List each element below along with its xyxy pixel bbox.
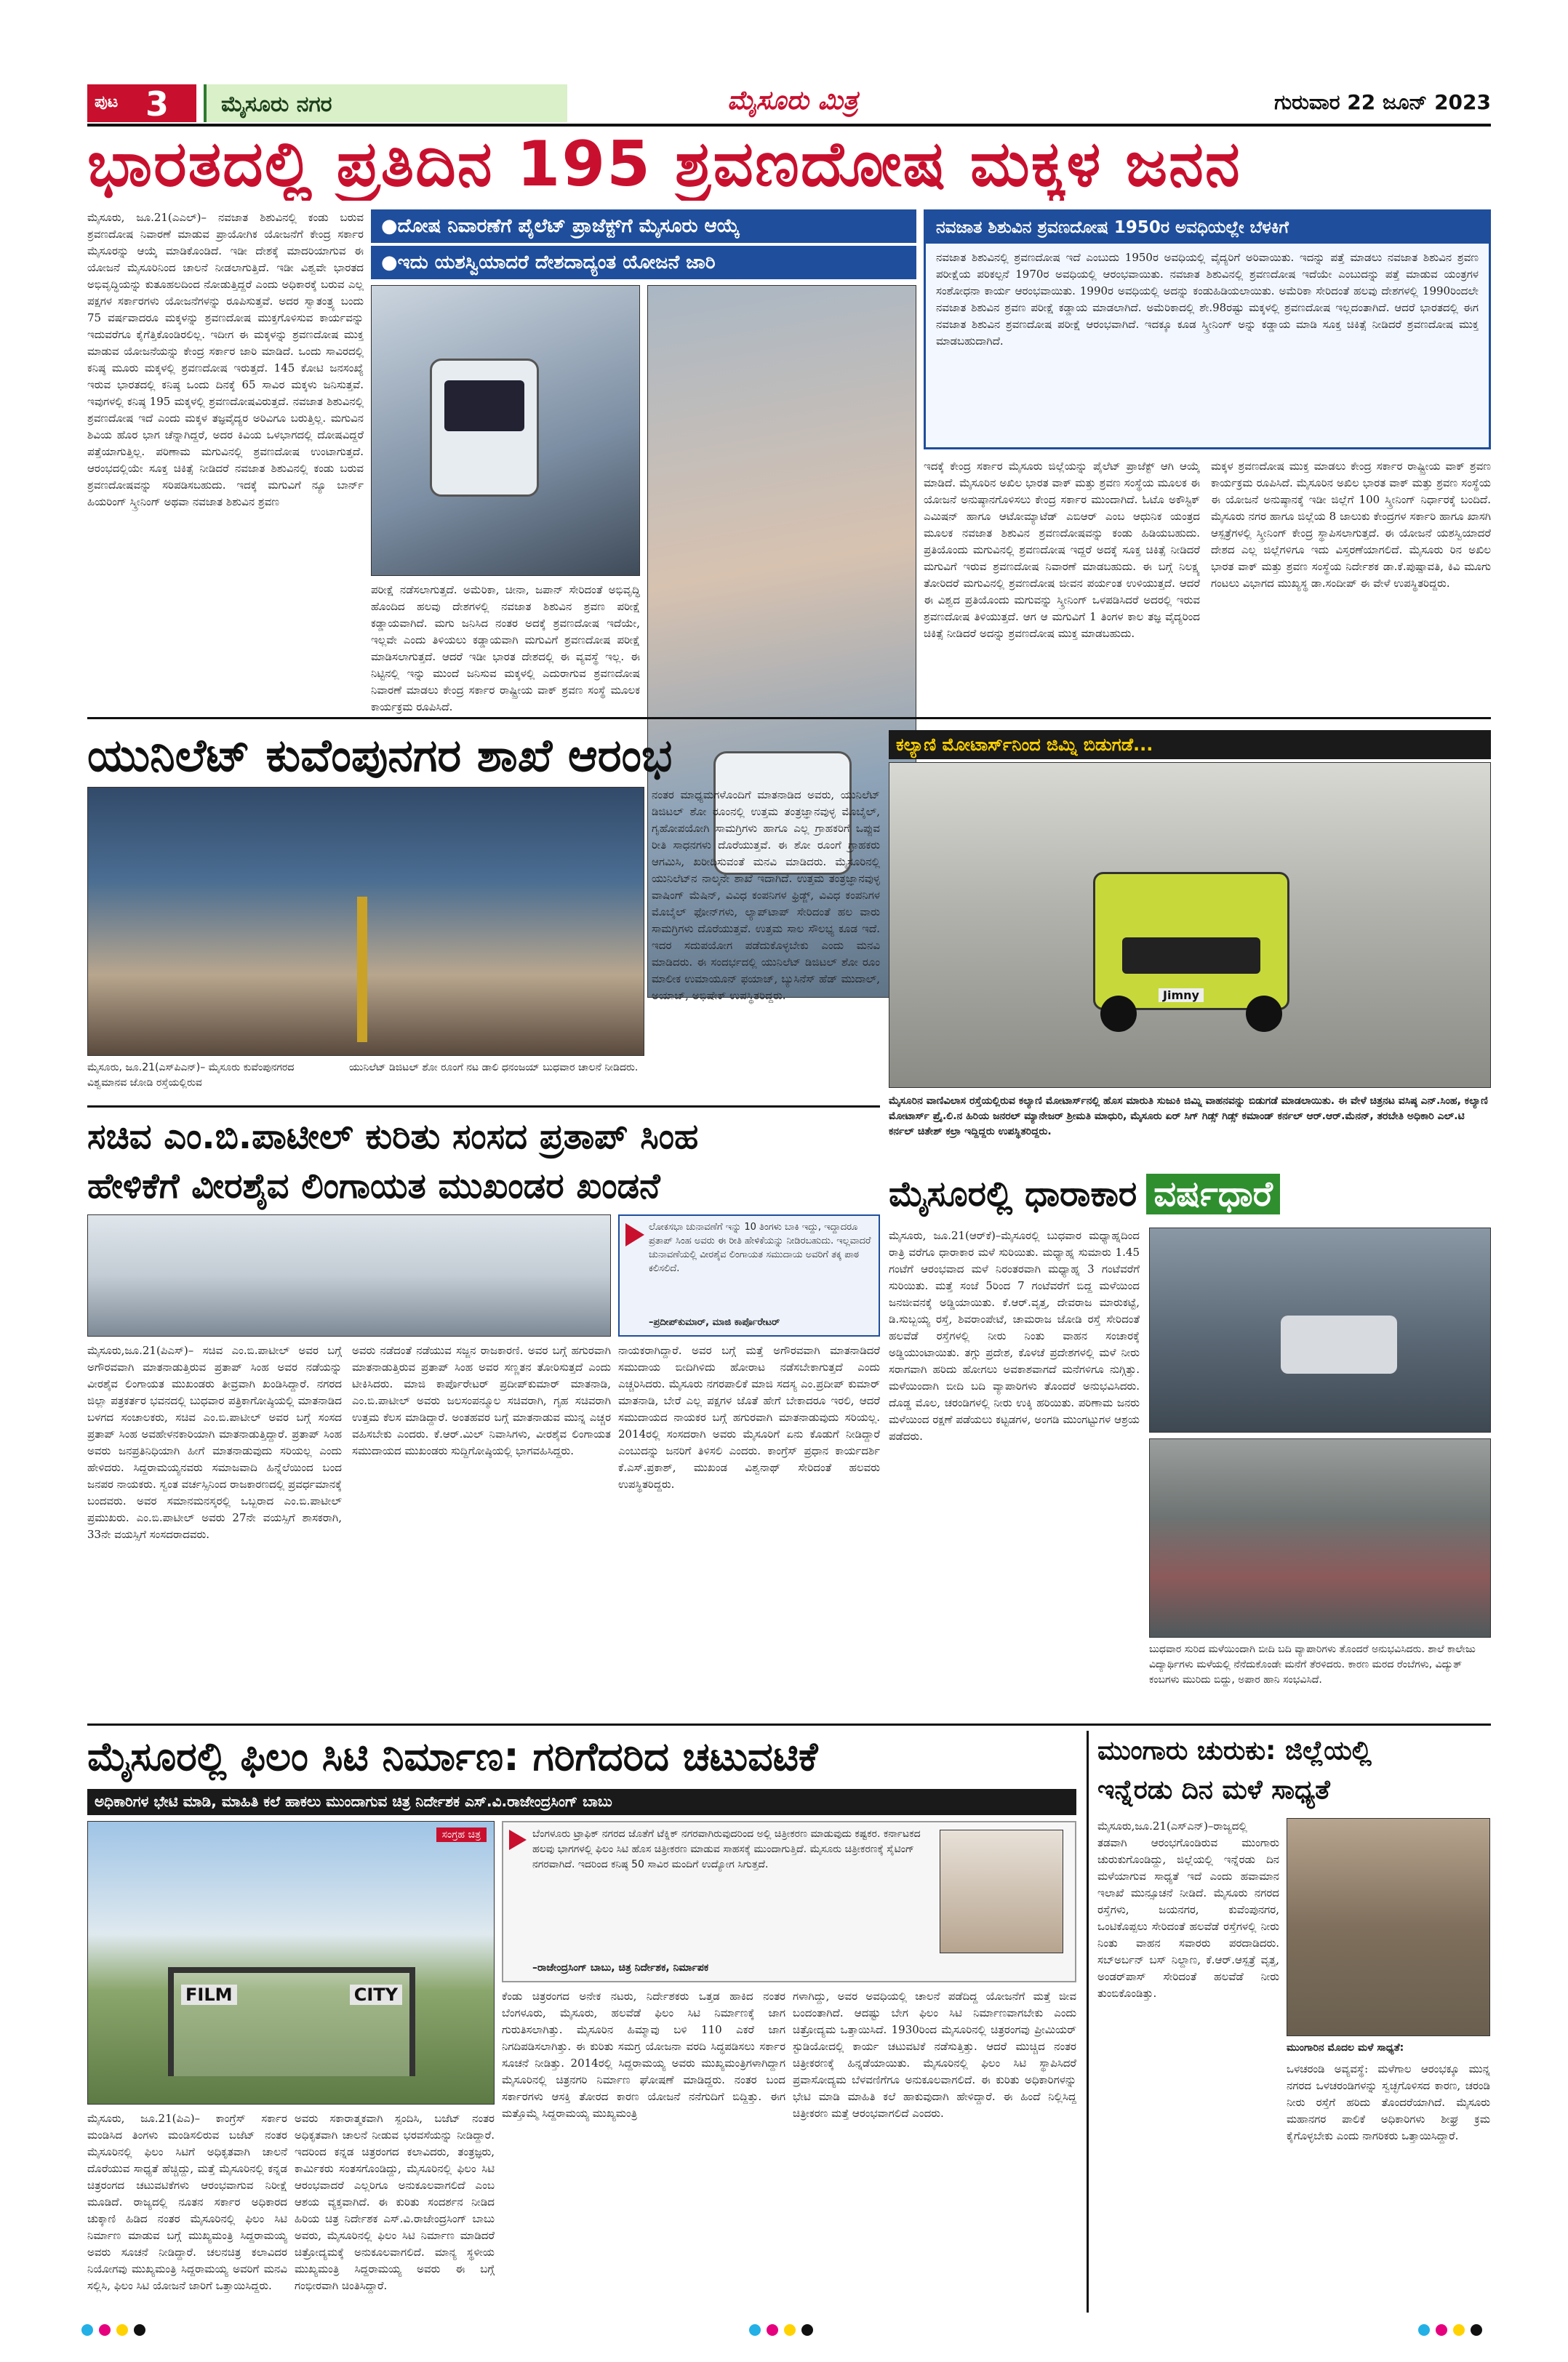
director-portrait — [940, 1830, 1063, 1953]
divider-mid — [87, 1105, 880, 1108]
registration-marks-left — [81, 2324, 154, 2339]
kalyani-banner: ಕಲ್ಯಾಣಿ ಮೋಟಾರ್ಸ್‌ನಿಂದ ಜಿಮ್ನಿ ಬಿಡುಗಡೆ... — [889, 730, 1491, 759]
page-label: ಪುಟ — [95, 93, 119, 111]
lead-subhead-2: ●ಇದು ಯಶಸ್ವಿಯಾದರೆ ದೇಶದಾದ್ಯಂತ ಯೋಜನೆ ಜಾರಿ — [371, 246, 916, 279]
film-col1: ಮೈಸೂರು, ಜೂ.21(ಪಿಎ)– ಕಾಂಗ್ರೆಸ್ ಸರ್ಕಾರ ಮಂಡಿಸಿದ ತಿಂಗಳು ಮಂಡಿಸಲಿರುವ ಬಜೆಟ್ ನಂತರ ಮೈಸೂರಿನಲ್ಲಿ ಫಿಲಂ ಸಿಟಿಗೆ ಅಧಿಕೃತವಾಗಿ ಚಾಲನೆ ದೊರೆಯುವ ಸಾಧ್ಯತೆ ಹೆಚ್ಚಿದ್ದು, ಮತ್ತೆ ಮೈಸೂರಿನಲ್ಲಿ ಕನ್ನಡ ಚಿತ್ರರಂಗದ ಚಟುವಟಿಕೆಗಳು ಆರಂಭವಾಗುವ ನಿರೀಕ್ಷೆ ಮೂಡಿದೆ. ರಾಜ್ಯದಲ್ಲಿ ನೂತನ ಸರ್ಕಾರ ಅಧಿಕಾರದ ಚುಕ್ಕಾಣಿ ಹಿಡಿದ ನಂತರ ಮೈಸೂರಿನಲ್ಲಿ ಫಿಲಂ ಸಿಟಿ ನಿರ್ಮಾಣ ಮಾಡುವ ಬಗ್ಗೆ ಮುಖ್ಯಮಂತ್ರಿ ಸಿದ್ದರಾಮಯ್ಯ ಅವರು ಸೂಚನೆ ನೀಡಿದ್ದಾರೆ. ಚಲನಚಿತ್ರ ಕಲಾವಿದರ ನಿಯೋಗವು ಮುಖ್ಯಮಂತ್ರಿ ಸಿದ್ದರಾಮಯ್ಯ ಅವರಿಗೆ ಮನವಿ ಸಲ್ಲಿಸಿ, ಫಿಲಂ ಸಿಟಿ ಯೋಜನೆ ಜಾರಿಗೆ ಒತ್ತಾಯಿಸಿದ್ದರು. — [87, 2112, 287, 2292]
reg-dot-magenta — [99, 2324, 111, 2336]
reg-dot-cyan — [81, 2324, 93, 2336]
image-tag: ಸಂಗ್ರಹ ಚಿತ್ರ — [436, 1827, 487, 1842]
rain-caption: ಬುಧವಾರ ಸುರಿದ ಮಳೆಯಿಂದಾಗಿ ಬೀದಿ ಬದಿ ವ್ಯಾಪಾರಿಗಳು ತೊಂದರೆ ಅನುಭವಿಸಿದರು. ಶಾಲೆ ಕಾಲೇಜು ವಿದ್ಯಾರ್ಥಿಗಳು ಮಳೆಯಲ್ಲಿ ನೆನೆದುಕೊಂಡೇ ಮನೆಗೆ ತೆರಳಿದರು. ಕಾರಣ ಮರದ ರೆಂಬೆಗಳು, ವಿದ್ಯುತ್ ಕಂಬಗಳು ಮುರಿದು ಬಿದ್ದು, ಅಪಾರ ಹಾನಿ ಸಂಭವಿಸಿದೆ. — [1149, 1644, 1476, 1686]
car-headlights-icon — [1281, 1316, 1397, 1374]
patil-col1: ಮೈಸೂರು,ಜೂ.21(ಪಿಎಸ್)– ಸಚಿವ ಎಂ.ಬಿ.ಪಾಟೀಲ್ ಅವರ ಬಗ್ಗೆ ಅಗೌರವವಾಗಿ ಮಾತನಾಡುತ್ತಿರುವ ಪ್ರತಾಪ್ ಸಿಂಹ ಅವರ ನಡೆಯನ್ನು ವೀರಶೈವ ಲಿಂಗಾಯತ ಮುಖಂಡರು ತೀವ್ರವಾಗಿ ಖಂಡಿಸಿದ್ದಾರೆ. ನಗರದ ಜಿಲ್ಲಾ ಪತ್ರಕರ್ತರ ಭವನದಲ್ಲಿ ಬುಧವಾರ ಪತ್ರಿಕಾಗೋಷ್ಠಿಯಲ್ಲಿ ಮಾತನಾಡಿದ ಬಳಗದ ಸಂಚಾಲಕರು, ಸಚಿವ ಎಂ.ಬಿ.ಪಾಟೀಲ್ ಅವರ ಬಗ್ಗೆ ಸಂಸದ ಪ್ರತಾಪ್ ಸಿಂಹ ಅವಹೇಳನಕಾರಿಯಾಗಿ ಮಾತನಾಡುತ್ತಿದ್ದಾರೆ. ಪ್ರತಾಪ್ ಸಿಂಹ ಅವರು ಜನಪ್ರತಿನಿಧಿಯಾಗಿ ಹೀಗೆ ಮಾತನಾಡುವುದು ಸರಿಯಲ್ಲ ಎಂದು ಹೇಳಿದರು. ಸಿದ್ದರಾಮಯ್ಯನವರು ಸಮಾಜವಾದಿ ಹಿನ್ನೆಲೆಯಿಂದ ಬಂದ ಜನಪರ ನಾಯಕರು. ಸ್ವಂತ ವರ್ಚಸ್ಸಿನಿಂದ ರಾಜಕಾರಣದಲ್ಲಿ ಪ್ರವರ್ಧಮಾನಕ್ಕೆ ಬಂದವರು. ಅವರ ಸಮಾನಮನಸ್ಕರಲ್ಲಿ ಒಬ್ಬರಾದ ಎಂ.ಬಿ.ಪಾಟೀಲ್ ಪ್ರಮುಖರು. ಎಂ.ಬಿ.ಪಾಟೀಲ್ ಅವರು 27ನೇ ವಯಸ್ಸಿಗೆ ಶಾಸಕರಾಗಿ, 33ನೇ ವಯಸ್ಸಿಗೆ ಸಂಸದರಾದವರು. — [87, 1344, 342, 1541]
section-title: ಮೈಸೂರು ನಗರ — [221, 92, 332, 117]
lead-info-box: ನವಜಾತ ಶಿಶುವಿನ ಶ್ರವಣದೋಷ 1950ರ ಅವಧಿಯಲ್ಲೇ ಬೆಳಕಿಗೆ ನವಜಾತ ಶಿಶುವಿನಲ್ಲಿ ಶ್ರವಣದೋಷ ಇದೆ ಎಂಬುದು 1950ರ ಅವಧಿಯಲ್ಲಿ ವೈದ್ಯರಿಗೆ ಅರಿವಾಯಿತು. ಇದನ್ನು ಪತ್ತೆ ಮಾಡಲು ನವಜಾತ ಶಿಶುವಿನ ಶ್ರವಣ ಪರೀಕ್ಷೆಯ ಪರಿಕಲ್ಪನೆ 1970ರ ಅವಧಿಯಲ್ಲಿ ಆರಂಭವಾಯಿತು. ನವಜಾತ ಶಿಶುವಿನಲ್ಲಿ ಶ್ರವಣದೋಷ ಇದೆಯೇ ಎಂಬುದನ್ನು ಪತ್ತೆ ಮಾಡುವ ಯಂತ್ರಗಳ ಸಂಶೋಧನಾ ಕಾರ್ಯ ಆರಂಭವಾಯಿತು. 1990ರ ಅವಧಿಯಲ್ಲಿ ಅದನ್ನು ಕಂಡುಹಿಡಿಯಲಾಯಿತು. ಅಮೆರಿಕಾ ಸೇರಿದಂತೆ ಹಲವು ದೇಶಗಳಲ್ಲಿ 1990ರಿಂದಲೇ ನವಜಾತ ಶಿಶುವಿನ ಶ್ರವಣ ಪರೀಕ್ಷೆ ಕಡ್ಡಾಯ ಮಾಡಲಾಗಿದೆ. ಅಮೆರಿಕಾದಲ್ಲಿ ಶೇ.98ರಷ್ಟು ಮಕ್ಕಳಲ್ಲಿ ಶ್ರವಣದೋಷ ಇಲ್ಲದಂತಾಗಿದೆ. ಆದರೆ ಭಾರತದಲ್ಲಿ ಈಗ ನವಜಾತ ಶಿಶುವಿನ ಶ್ರವಣದೋಷ ಪರೀಕ್ಷೆ ಆರಂಭವಾಗಿದೆ. ಇದಕ್ಕೂ ಕೂಡ ಸ್ಕ್ರೀನಿಂಗ್ ಅನ್ನು ಕಡ್ಡಾಯ ಮಾಡಿ ಸೂಕ್ತ ಚಿಕಿತ್ಸೆ ನೀಡಿದರೆ ಶ್ರವಣದೋಷ ಮುಕ್ತ ಮಾಡಬಹುದಾಗಿದೆ. — [924, 209, 1491, 449]
patil-quote-box: ಲೋಕಸಭಾ ಚುನಾವಣೆಗೆ ಇನ್ನು 10 ತಿಂಗಳು ಬಾಕಿ ಇದ್ದು, ಇದ್ದಾದರೂ ಪ್ರತಾಪ್ ಸಿಂಹ ಅವರು ಈ ರೀತಿ ಹೇಳಿಕೆಯನ್ನು ನೀಡಿರಬಹುದು. ಇಲ್ಲವಾದರೆ ಚುನಾವಣೆಯಲ್ಲಿ ವೀರಶೈವ ಲಿಂಗಾಯತ ಸಮುದಾಯ ಅವರಿಗೆ ತಕ್ಕ ಪಾಠ ಕಲಿಸಲಿದೆ. –ಪ್ರದೀಪ್‌ಕುಮಾರ್, ಮಾಜಿ ಕಾರ್ಪೊರೇಟರ್ — [618, 1214, 880, 1337]
monsoon-box: ಮುಂಗಾರು ಚುರುಕು: ಜಿಲ್ಲೆಯಲ್ಲಿ ಇನ್ನೆರಡು ದಿನ ಮಳೆ ಸಾಧ್ಯತೆ ಮೈಸೂರು,ಜೂ.21(ಎಸ್‌ಎನ್)–ರಾಜ್ಯದಲ್ಲಿ ತಡವಾಗಿ ಆರಂಭಗೊಂಡಿರುವ ಮುಂಗಾರು ಚುರುಕುಗೊಂಡಿದ್ದು, ಜಿಲ್ಲೆಯಲ್ಲಿ ಇನ್ನೆರಡು ದಿನ ಮಳೆಯಾಗುವ ಸಾಧ್ಯತೆ ಇದೆ ಎಂದು ಹವಾಮಾನ ಇಲಾಖೆ ಮುನ್ಸೂಚನೆ ನೀಡಿದೆ. ಮೈಸೂರು ನಗರದ ರಸ್ತೆಗಳು, ಜಯನಗರ, ಕುವೆಂಪುನಗರ, ಒಂಟಿಕೊಪ್ಪಲು ಸೇರಿದಂತೆ ಹಲವೆಡೆ ರಸ್ತೆಗಳಲ್ಲಿ ನೀರು ನಿಂತು ವಾಹನ ಸವಾರರು ಪರದಾಡಿದರು. ಸಬ್‌ಅರ್ಬನ್ ಬಸ್ ನಿಲ್ದಾಣ, ಕೆ.ಆರ್.ಆಸ್ಪತ್ರೆ ವೃತ್ತ, ಅಂಡರ್‌ಪಾಸ್ ಸೇರಿದಂತೆ ಹಲವೆಡೆ ನೀರು ತುಂಬಿಕೊಂಡಿತ್ತು. ಮುಂಗಾರಿನ ಮೊದಲ ಮಳೆ ಸಾಧ್ಯತೆ: ಒಳಚರಂಡಿ ಅವ್ಯವಸ್ಥೆ: ಮಳೆಗಾಲ ಆರಂಭಕ್ಕೂ ಮುನ್ನ ನಗರದ ಒಳಚರಂಡಿಗಳನ್ನು ಸ್ವಚ್ಛಗೊಳಿಸದ ಕಾರಣ, ಚರಂಡಿ ನೀರು ರಸ್ತೆಗೆ ಹರಿದು ತೊಂದರೆಯಾಗಿದೆ. ಮೈಸೂರು ಮಹಾನಗರ ಪಾಲಿಕೆ ಅಧಿಕಾರಿಗಳು ಶೀಘ್ರ ಕ್ರಮ ಕೈಗೊಳ್ಳಬೇಕು ಎಂದು ನಾಗರಿಕರು ಒತ್ತಾಯಿಸಿದ್ದಾರೆ. — [1087, 1731, 1491, 2313]
film-city-render — [87, 1821, 495, 2105]
unilet-headline: ಯುನಿಲೆಟ್ ಕುವೆಂಪುನಗರ ಶಾಖೆ ಆರಂಭ — [87, 729, 673, 782]
film-col4: ಗಳಾಗಿದ್ದು, ಅವರ ಅವಧಿಯಲ್ಲಿ ಚಾಲನೆ ಪಡೆದಿದ್ದ ಯೋಜನೆಗೆ ಮತ್ತೆ ಜೀವ ಬಂದಂತಾಗಿದೆ. ಆದಷ್ಟು ಬೇಗ ಫಿಲಂ ಸಿಟಿ ನಿರ್ಮಾಣವಾಗಬೇಕು ಎಂದು ಚಿತ್ರೋದ್ಯಮ ಒತ್ತಾಯಿಸಿದೆ. 1930ರಿಂದ ಮೈಸೂರಿನಲ್ಲಿ ಚಿತ್ರರಂಗವು ಪ್ರೀಮಿಯರ್ ಸ್ಟುಡಿಯೋದಲ್ಲಿ ಕಾರ್ಯ ಚಟುವಟಿಕೆ ನಡೆಸುತ್ತಿತ್ತು. ಆದರೆ ಮುಚ್ಚಿದ ನಂತರ ಚಿತ್ರೀಕರಣಕ್ಕೆ ಹಿನ್ನಡೆಯಾಯಿತು. ಮೈಸೂರಿನಲ್ಲಿ ಫಿಲಂ ಸಿಟಿ ಸ್ಥಾಪಿಸಿದರೆ ಪ್ರವಾಸೋದ್ಯಮ ಬೆಳವಣಿಗೆಗೂ ಅನುಕೂಲವಾಗಲಿದೆ. ಈ ಕುರಿತು ಅಧಿಕಾರಿಗಳನ್ನು ಭೇಟಿ ಮಾಡಿ ಮಾಹಿತಿ ಕಲೆ ಹಾಕುವುದಾಗಿ ಹೇಳಿದ್ದಾರೆ. ಈ ಹಿಂದೆ ನಿಲ್ಲಿಸಿದ್ದ ಚಿತ್ರೀಕರಣ ಮತ್ತೆ ಆರಂಭವಾಗಲಿದೆ ಎಂದರು. — [793, 1990, 1076, 2120]
film-city-gate-icon: FILM CITY — [168, 1967, 415, 2076]
film-headline: ಮೈಸೂರಲ್ಲಿ ಫಿಲಂ ಸಿಟಿ ನಿರ್ಮಾಣ: ಗರಿಗೆದರಿದ ಚಟುವಟಿಕೆ — [87, 1734, 818, 1779]
film-col3: ಕೆಂಡು ಚಿತ್ರರಂಗದ ಅನೇಕ ನಟರು, ನಿರ್ದೇಶಕರು ಒತ್ತಡ ಹಾಕಿದ ನಂತರ ಬೆಂಗಳೂರು, ಮೈಸೂರು, ಹಲವೆಡೆ ಫಿಲಂ ಸಿಟಿ ನಿರ್ಮಾಣಕ್ಕೆ ಜಾಗ ಗುರುತಿಸಲಾಗಿತ್ತು. ಮೈಸೂರಿನ ಹಿಮ್ಮಾವು ಬಳಿ 110 ಎಕರೆ ಜಾಗ ನಿಗದಿಪಡಿಸಲಾಗಿತ್ತು. ಈ ಕುರಿತು ಸಮಗ್ರ ಯೋಜನಾ ವರದಿ ಸಿದ್ಧಪಡಿಸಲು ಸರ್ಕಾರ ಸೂಚನೆ ನೀಡಿತ್ತು. 2014ರಲ್ಲಿ ಸಿದ್ದರಾಮಯ್ಯ ಅವರು ಮುಖ್ಯಮಂತ್ರಿಗಳಾಗಿದ್ದಾಗ ಮೈಸೂರಿನಲ್ಲಿ ಚಿತ್ರನಗರಿ ನಿರ್ಮಾಣ ಘೋಷಣೆ ಮಾಡಿದ್ದರು. ನಂತರ ಬಂದ ಸರ್ಕಾರಗಳು ಆಸಕ್ತಿ ತೋರದ ಕಾರಣ ಯೋಜನೆ ನನೆಗುದಿಗೆ ಬಿದ್ದಿತ್ತು. ಈಗ ಮತ್ತೊಮ್ಮೆ ಸಿದ್ದರಾಮಯ್ಯ ಮುಖ್ಯಮಂತ್ರಿ — [502, 1990, 785, 2120]
divider-lower — [87, 1724, 1491, 1726]
info-box-title: ನವಜಾತ ಶಿಶುವಿನ ಶ್ರವಣದೋಷ 1950ರ ಅವಧಿಯಲ್ಲೇ ಬೆಳಕಿಗೆ — [926, 212, 1489, 244]
page-number: 3 — [145, 84, 169, 124]
reg-dot-black — [134, 2324, 145, 2336]
rain-text: ಮೈಸೂರು, ಜೂ.21(ಆರ್‌ಕೆ)–ಮೈಸೂರಲ್ಲಿ ಬುಧವಾರ ಮಧ್ಯಾಹ್ನದಿಂದ ರಾತ್ರಿ ವರೆಗೂ ಧಾರಾಕಾರ ಮಳೆ ಸುರಿಯಿತು. ಮಧ್ಯಾಹ್ನ ಸುಮಾರು 1.45 ಗಂಟೆಗೆ ಆರಂಭವಾದ ಮಳೆ ನಿರಂತರವಾಗಿ ಮಧ್ಯಾಹ್ನ 3 ಗಂಟೆವರೆಗೆ ಸುರಿಯಿತು. ಮತ್ತೆ ಸಂಜೆ 5ರಿಂದ 7 ಗಂಟೆವರೆಗೆ ಬಿದ್ದ ಮಳೆಯಿಂದ ಜನಜೀವನಕ್ಕೆ ಅಡ್ಡಿಯಾಯಿತು. ಕೆ.ಆರ್.ವೃತ್ತ, ದೇವರಾಜ ಮಾರುಕಟ್ಟೆ, ಡಿ.ಸುಬ್ಬಯ್ಯ ರಸ್ತೆ, ಶಿವರಾಂಪೇಟೆ, ಚಾಮರಾಜ ಜೋಡಿ ರಸ್ತೆ ಸೇರಿದಂತೆ ಹಲವೆಡೆ ರಸ್ತೆಗಳಲ್ಲಿ ನೀರು ನಿಂತು ವಾಹನ ಸಂಚಾರಕ್ಕೆ ಅಡ್ಡಿಯುಂಟಾಯಿತು. ತಗ್ಗು ಪ್ರದೇಶ, ಕೊಳಚೆ ಪ್ರದೇಶಗಳಲ್ಲಿ ಮಳೆ ನೀರು ಸರಾಗವಾಗಿ ಹರಿದು ಹೋಗಲು ಅವಕಾಶವಾಗದೆ ಮನೆಗಳಿಗೂ ನುಗ್ಗಿತ್ತು. ಮಳೆಯಿಂದಾಗಿ ಬೀದಿ ಬದಿ ವ್ಯಾಪಾರಿಗಳು ತೊಂದರೆ ಅನುಭವಿಸಿದರು. ದೊಡ್ಡ ಮೊಲ, ಚರಂಡಿಗಳಲ್ಲಿ ನೀರು ಉಕ್ಕಿ ಹರಿಯಿತು. ಪರಿಣಾಮ ಜನರು ಮಳೆಯಿಂದ ರಕ್ಷಣೆ ಪಡೆಯಲು ಕಟ್ಟಡಗಳ, ಅಂಗಡಿ ಮುಂಗಟ್ಟುಗಳ ಆಶ್ರಯ ಪಡೆದರು. — [889, 1229, 1140, 1443]
registration-marks-center — [749, 2324, 822, 2339]
paper-name: ಮೈಸೂರು ಮಿತ್ರ — [727, 86, 858, 116]
play-icon — [625, 1223, 644, 1246]
play-icon — [509, 1830, 527, 1850]
rain-photo-students — [1149, 1438, 1491, 1638]
car-label: Jimny — [1159, 988, 1204, 1002]
film-quote-box: ಬೆಂಗಳೂರು ಟ್ರಾಫಿಕ್ ನಗರದ ಜೊತೆಗೆ ಟೆಕ್ನಿಕ್ ನಗರವಾಗಿರುವುದರಿಂದ ಅಲ್ಲಿ ಚಿತ್ರೀಕರಣ ಮಾಡುವುದು ಕಷ್ಟಕರ. ಕರ್ನಾಟಕದ ಹಲವು ಭಾಗಗಳಲ್ಲಿ ಫಿಲಂ ಸಿಟಿ ಹೊಸ ಚಿತ್ರೀಕರಣ ಮಾಡುವ ಸಾಹಸಕ್ಕೆ ಮುಂದಾಗುತ್ತಿದೆ. ಮೈಸೂರು ಚಿತ್ರೀಕರಣಕ್ಕೆ ಸೈಟಿಂಗ್ ನಗರವಾಗಿದೆ. ಇದರಿಂದ ಕನಿಷ್ಠ 50 ಸಾವಿರ ಮಂದಿಗೆ ಉದ್ಯೋಗ ಸಿಗುತ್ತದೆ. –ರಾಜೇಂದ್ರಸಿಂಗ್ ಬಾಬು, ಚಿತ್ರ ನಿರ್ದೇಶಕ, ನಿರ್ಮಾಪಕ — [502, 1821, 1076, 1982]
unilet-caption-left: ಮೈಸೂರು, ಜೂ.21(ಎಸ್‌ಪಿಎನ್)– ಮೈಸೂರು ಕುವೆಂಪುನಗರದ ವಿಶ್ವಮಾನವ ಜೋಡಿ ರಸ್ತೆಯಲ್ಲಿರುವ — [87, 1062, 295, 1089]
inauguration-lamp-icon — [357, 897, 367, 1042]
lead-col1: ಮೈಸೂರು, ಜೂ.21(ಎಎಲ್)– ನವಜಾತ ಶಿಶುವಿನಲ್ಲಿ ಕಂಡು ಬರುವ ಶ್ರವಣದೋಷ ನಿವಾರಣೆ ಮಾಡುವ ಪ್ರಾಯೋಗಿಕ ಯೋಜನೆಗೆ ಕೇಂದ್ರ ಸರ್ಕಾರ ಮೈಸೂರನ್ನು ಆಯ್ಕೆ ಮಾಡಿಕೊಂಡಿದೆ. ಇಡೀ ದೇಶಕ್ಕೆ ಮಾದರಿಯಾಗುವ ಈ ಯೋಜನೆ ಮೈಸೂರಿನಿಂದ ಚಾಲನೆ ನೀಡಲಾಗುತ್ತಿದೆ. ಇಡೀ ವಿಶ್ವವೇ ಭಾರತದ ಅಭಿವೃದ್ಧಿಯನ್ನು ಕುತೂಹಲದಿಂದ ನೋಡುತ್ತಿದ್ದರೆ ಎಂದು ಅಧಿಕಾರಕ್ಕೆ ಬರುವ ಎಲ್ಲ ಪಕ್ಷಗಳ ಸರ್ಕಾರಗಳು ಯೋಜನೆಗಳನ್ನು ರೂಪಿಸುತ್ತವೆ. ಅದರ ಸ್ವಾತಂತ್ರ್ಯ ಬಂದು 75 ವರ್ಷವಾದರೂ ಮಕ್ಕಳನ್ನು ಶ್ರವಣದೋಷ ಮುಕ್ತಗೊಳಿಸುವ ಕಾರ್ಯವನ್ನು ಇದುವರೆಗೂ ಕೈಗೆತ್ತಿಕೊಂಡಿರಲಿಲ್ಲ. ಇದೀಗ ಈ ಮಕ್ಕಳನ್ನು ಶ್ರವಣದೋಷ ಮುಕ್ತ ಮಾಡುವ ಯೋಜನೆಯನ್ನು ಕೇಂದ್ರ ಸರ್ಕಾರ ಜಾರಿ ಮಾಡಿದೆ. ಒಂದು ಸಾವಿರದಲ್ಲಿ ಕನಿಷ್ಠ ಮೂರು ಮಕ್ಕಳಲ್ಲಿ ಶ್ರವಣದೋಷ ಇರುತ್ತದೆ. 145 ಕೋಟಿ ಜನಸಂಖ್ಯೆ ಇರುವ ಭಾರತದಲ್ಲಿ ಕನಿಷ್ಠ ಒಂದು ದಿನಕ್ಕೆ 65 ಸಾವಿರ ಮಕ್ಕಳು ಜನಿಸುತ್ತವೆ. ಇವುಗಳಲ್ಲಿ ಕನಿಷ್ಠ 195 ಮಕ್ಕಳಲ್ಲಿ ಶ್ರವಣದೋಷವಿರುತ್ತದೆ. ನವಜಾತ ಶಿಶುವಿನಲ್ಲಿ ಶ್ರವಣದೋಷ ಇದೆ ಎಂದು ಮಕ್ಕಳ ತಜ್ಞವೈದ್ಯರ ಅರಿವಿಗೂ ಬರುತ್ತಿಲ್ಲ. ಮಗುವಿನ ಶಿವಿಯ ಹೊರ ಭಾಗ ಚೆನ್ನಾಗಿದ್ದರೆ, ಅದರ ಕಿವಿಯ ಒಳಭಾಗದಲ್ಲಿ ದೋಷವಿದ್ದರೆ ಪತ್ತೆಯಾಗುತ್ತಿಲ್ಲ. ಪರಿಣಾಮ ಮಗುವಿನಲ್ಲಿ ಶ್ರವಣದೋಷ ಉಂಟಾಗುತ್ತದೆ. ಆರಂಭದಲ್ಲಿಯೇ ಸೂಕ್ತ ಚಿಕಿತ್ಸೆ ನೀಡಿದರೆ ನವಜಾತ ಶಿಶುವಿನಲ್ಲಿ ಕಂಡು ಬರುವ ಶ್ರವಣದೋಷವನ್ನು ಸರಿಪಡಿಸಬಹುದು. ಇದಕ್ಕೆ ಮಗುವಿಗೆ ನ್ಯೂ ಬಾರ್ನ್ ಹಿಯರಿಂಗ್ ಸ್ಕ್ರೀನಿಂಗ್ ಅಥವಾ ನವಜಾತ ಶಿಶುವಿನ ಶ್ರವಣ — [87, 211, 364, 508]
kalyani-photo — [889, 762, 1491, 1088]
film-subhead: ಅಧಿಕಾರಿಗಳ ಭೇಟಿ ಮಾಡಿ, ಮಾಹಿತಿ ಕಲೆ ಹಾಕಲು ಮುಂದಾಗುವ ಚಿತ್ರ ನಿರ್ದೇಶಕ ಎಸ್.ವಿ.ರಾಜೇಂದ್ರಸಿಂಗ್ ಬಾಬು — [87, 1789, 1076, 1815]
film-col2: ಅವರು ಸಕಾರಾತ್ಮಕವಾಗಿ ಸ್ಪಂದಿಸಿ, ಬಜೆಟ್ ನಂತರ ಅಧಿಕೃತವಾಗಿ ಚಾಲನೆ ನೀಡುವ ಭರವಸೆಯನ್ನು ನೀಡಿದ್ದಾರೆ. ಇದರಿಂದ ಕನ್ನಡ ಚಿತ್ರರಂಗದ ಕಲಾವಿದರು, ತಂತ್ರಜ್ಞರು, ಕಾರ್ಮಿಕರು ಸಂತಸಗೊಂಡಿದ್ದು, ಮೈಸೂರಿನಲ್ಲಿ ಫಿಲಂ ಸಿಟಿ ಆರಂಭವಾದರೆ ಎಲ್ಲರಿಗೂ ಅನುಕೂಲವಾಗಲಿದೆ ಎಂಬ ಆಶಯ ವ್ಯಕ್ತವಾಗಿದೆ. ಈ ಕುರಿತು ಸಂದರ್ಶನ ನೀಡಿದ ಹಿರಿಯ ಚಿತ್ರ ನಿರ್ದೇಶಕ ಎಸ್.ವಿ.ರಾಜೇಂದ್ರಸಿಂಗ್ ಬಾಬು ಅವರು, ಮೈಸೂರಿನಲ್ಲಿ ಫಿಲಂ ಸಿಟಿ ನಿರ್ಮಾಣ ಮಾಡಿದರೆ ಚಿತ್ರೋದ್ಯಮಕ್ಕೆ ಅನುಕೂಲವಾಗಲಿದೆ. ಮಾನ್ಯ ಸ್ಥಳೀಯ ಮುಖ್ಯಮಂತ್ರಿ ಸಿದ್ದರಾಮಯ್ಯ ಅವರು ಈ ಬಗ್ಗೆ ಗಂಭೀರವಾಗಿ ಚಿಂತಿಸಿದ್ದಾರೆ. — [295, 2112, 495, 2292]
lead-col5: ಮಕ್ಕಳ ಶ್ರವಣದೋಷ ಮುಕ್ತ ಮಾಡಲು ಕೇಂದ್ರ ಸರ್ಕಾರ ರಾಷ್ಟ್ರೀಯ ವಾಕ್ ಶ್ರವಣ ಕಾರ್ಯಕ್ರಮ ರೂಪಿಸಿದೆ. ಮೈಸೂರಿನ ಅಖಿಲ ಭಾರತ ವಾಕ್ ಮತ್ತು ಶ್ರವಣ ಸಂಸ್ಥೆಯ ಈ ಯೋಜನೆ ಅನುಷ್ಠಾನಕ್ಕೆ ಇಡೀ ಜಿಲ್ಲೆಗೆ 100 ಸ್ಕ್ರೀನಿಂಗ್ ನಿರ್ಧಾರಕ್ಕೆ ಬಂದಿದೆ. ಮೈಸೂರು ನಗರ ಹಾಗೂ ಜಿಲ್ಲೆಯ 8 ಜಾಲುಕು ಕೇಂದ್ರಗಳ ಸರ್ಕಾರಿ ಹಾಗೂ ಖಾಸಗಿ ಆಸ್ಪತ್ರೆಗಳಲ್ಲಿ ಸ್ಕ್ರೀನಿಂಗ್ ಕೇಂದ್ರ ಸ್ಥಾಪಿಸಲಾಗುತ್ತದೆ. ಈ ಯೋಜನೆ ಯಶಸ್ವಿಯಾದರೆ ದೇಶದ ಎಲ್ಲ ಜಿಲ್ಲೆಗಳಿಗೂ ಇದು ವಿಸ್ತರಣೆಯಾಗಲಿದೆ. ಮೈಸೂರು ರಿನ ಅಖಿಲ ಭಾರತ ವಾಕ್ ಮತ್ತು ಶ್ರವಣ ಸಂಸ್ಥೆಯ ನಿರ್ದೇಶಕ ಡಾ.ಕೆ.ಪುಷ್ಪಾವತಿ, ಕಿವಿ ಮೂಗು ಗಂಟಲು ವಿಭಾಗದ ಮುಖ್ಯಸ್ಥ ಡಾ.ಸಂದೀಪ್ ಈ ವೇಳೆ ಉಪಸ್ಥಿತರಿದ್ದರು. — [1211, 460, 1491, 590]
reg-dot-yellow — [116, 2324, 128, 2336]
car-grille-icon — [1122, 937, 1260, 974]
lead-photo-device — [371, 285, 640, 576]
patil-photo — [87, 1214, 611, 1337]
patil-col3: ನಾಯಕರಾಗಿದ್ದಾರೆ. ಅವರ ಬಗ್ಗೆ ಮತ್ತೆ ಅಗೌರವವಾಗಿ ಮಾತನಾಡಿದರೆ ಸಮುದಾಯ ಬೀದಿಗಿಳಿದು ಹೋರಾಟ ನಡೆಸಬೇಕಾಗುತ್ತದೆ ಎಂದು ಎಚ್ಚರಿಸಿದರು. ಮೈಸೂರು ನಗರಪಾಲಿಕೆ ಮಾಜಿ ಸದಸ್ಯ ಎಂ.ಪ್ರದೀಪ್ ಕುಮಾರ್ ಮಾತನಾಡಿ, ಬೇರೆ ಎಲ್ಲ ಪಕ್ಷಗಳ ಜೊತೆ ಹೇಗೆ ಬೇಕಾದರೂ ಇರಲಿ, ಆದರೆ ಸಮುದಾಯದ ನಾಯಕರ ಬಗ್ಗೆ ಹಗುರವಾಗಿ ಮಾತನಾಡುವುದು ಸರಿಯಲ್ಲ. 2014ರಲ್ಲಿ ಸಂಸದರಾಗಿ ಅವರು ಮೈಸೂರಿಗೆ ಏನು ಕೊಡುಗೆ ನೀಡಿದ್ದಾರೆ ಎಂಬುದನ್ನು ಜನರಿಗೆ ತಿಳಿಸಲಿ ಎಂದರು. ಕಾಂಗ್ರೆಸ್ ಪ್ರಧಾನ ಕಾರ್ಯದರ್ಶಿ ಕೆ.ಎಸ್.ಪ್ರಕಾಶ್, ಮುಖಂಡ ವಿಶ್ವನಾಥ್ ಸೇರಿದಂತೆ ಹಲವರು ಉಪಸ್ಥಿತರಿದ್ದರು. — [618, 1344, 880, 1491]
kalyani-caption: ಮೈಸೂರಿನ ವಾಣಿವಿಲಾಸ ರಸ್ತೆಯಲ್ಲಿರುವ ಕಲ್ಯಾಣಿ ಮೋಟಾರ್ಸ್‌ನಲ್ಲಿ ಹೊಸ ಮಾರುತಿ ಸುಜುಕಿ ಜಿಮ್ನಿ ವಾಹನವನ್ನು ಬಿಡುಗಡೆ ಮಾಡಲಾಯಿತು. ಈ ವೇಳೆ ಚಿತ್ರನಟ ವಸಿಷ್ಠ ಎನ್.ಸಿಂಹ, ಕಲ್ಯಾಣಿ ಮೋಟಾರ್ಸ್ ಪ್ರೈ.ಲಿ.ನ ಹಿರಿಯ ಜನರಲ್ ಮ್ಯಾನೇಜರ್ ಶ್ರೀಮತಿ ಮಾಧುರಿ, ಮೈಸೂರು ಏರ್ ಸಿಗ್ ಗಿಡ್ಸ್ ಗಿಡ್ಸ್‌ ಕಮಾಂಡ್ ಕರ್ನಲ್ ಆರ್.ಆರ್.ಮೆನನ್, ತರಬೇತಿ ಅಧಿಕಾರಿ ಎಲ್.ಟಿ ಕರ್ನಲ್ ಚಿತೇಶ್ ಕಲ್ರಾ ಇದ್ದಿದ್ದರು ಉಪಸ್ಥಿತರಿದ್ದರು. — [889, 1095, 1488, 1137]
unilet-caption-right: ಯುನಿಲೆಟ್ ಡಿಜಿಟಲ್ ಶೋ ರೂಂಗೆ ನಟ ಡಾಲಿ ಧನಂಜಯ್ ಬುಧವಾರ ಚಾಲನೆ ನೀಡಿದರು. — [349, 1062, 639, 1073]
masthead — [87, 81, 1491, 125]
unilet-photo — [87, 787, 644, 1056]
lead-col4: ಇದಕ್ಕೆ ಕೇಂದ್ರ ಸರ್ಕಾರ ಮೈಸೂರು ಜಿಲ್ಲೆಯನ್ನು ಪೈಲೆಟ್ ಪ್ರಾಜೆಕ್ಟ್ ಆಗಿ ಆಯ್ಕೆ ಮಾಡಿದೆ. ಮೈಸೂರಿನ ಅಖಿಲ ಭಾರತ ವಾಕ್ ಮತ್ತು ಶ್ರವಣ ಸಂಸ್ಥೆಯ ಮೂಲಕ ಈ ಯೋಜನೆ ಅನುಷ್ಠಾನಗೊಳಿಸಲು ಕೇಂದ್ರ ಸರ್ಕಾರ ಮುಂದಾಗಿದೆ. ಓಟೊ ಅಕೌಸ್ಟಿಕ್ ಎಮಿಷನ್ ಹಾಗೂ ಆಟೋಮ್ಯಾಟೆಡ್ ಎಬಿಆರ್ ಎಂಬ ಆಧುನಿಕ ಯಂತ್ರದ ಮೂಲಕ ನವಜಾತ ಶಿಶುವಿನ ಶ್ರವಣದೋಷವನ್ನು ಕಂಡು ಹಿಡಿಯಬಹುದು. ಪ್ರತಿಯೊಂದು ಮಗುವಿನಲ್ಲಿ ಶ್ರವಣದೋಷ ಇದ್ದರೆ ಅದಕ್ಕೆ ಸೂಕ್ತ ಚಿಕಿತ್ಸೆ ನೀಡಿದರೆ ಮಗುವಿಗೆ ಇರುವ ಶ್ರವಣದೋಷ ನಿವಾರಣೆ ಮಾಡಬಹುದು. ಈ ಬಗ್ಗೆ ನಿಲಕ್ಷ್ಯ ತೋರಿದರೆ ಮಗುವಿನಲ್ಲಿ ಶ್ರವಣದೋಷ ಜೀವನ ಪರ್ಯಂತ ಉಳಿಯುತ್ತದೆ. ಆದರೆ ಈ ವಿಶ್ವದ ಪ್ರತಿಯೊಂದು ಮಗುವನ್ನು ಸ್ಕ್ರೀನಿಂಗ್ ಒಳಪಡಿಸಿದರೆ ಅದರಲ್ಲಿ ಇರುವ ಶ್ರವಣದೋಷ ತಿಳಿಯುತ್ತದೆ. ಆಗ ಆ ಮಗುವಿಗೆ 1 ತಿಂಗಳ ಕಾಲ ತಜ್ಞ ವೈದ್ಯರಿಂದ ಚಿಕಿತ್ಸೆ ನೀಡಿದರೆ ಅದನ್ನು ಶ್ರವಣದೋಷ ಮುಕ್ತ ಮಾಡಬಹುದು. — [924, 460, 1200, 640]
masthead-rule — [87, 124, 1491, 127]
page-label-badge — [87, 84, 196, 122]
patil-col2: ಅವರು ನಡೆದಂತೆ ನಡೆಯುವ ಸಜ್ಜನ ರಾಜಕಾರಣಿ. ಅವರ ಬಗ್ಗೆ ಹಗುರವಾಗಿ ಮಾತನಾಡುತ್ತಿರುವ ಪ್ರತಾಪ್ ಸಿಂಹ ಅವರ ಸಣ್ಣತನ ತೋರಿಸುತ್ತದೆ ಎಂದು ಟೀಕಿಸಿದರು. ಮಾಜಿ ಕಾರ್ಪೊರೇಟರ್ ಪ್ರದೀಪ್‌ಕುಮಾರ್ ಮಾತನಾಡಿ, ಎಂ.ಬಿ.ಪಾಟೀಲ್ ಅವರು ಜಲಸಂಪನ್ಮೂಲ ಸಚಿವರಾಗಿ, ಗೃಹ ಸಚಿವರಾಗಿ ಉತ್ತಮ ಕೆಲಸ ಮಾಡಿದ್ದಾರೆ. ಅಂತಹವರ ಬಗ್ಗೆ ಮಾತನಾಡುವ ಮುನ್ನ ಎಚ್ಚರ ವಹಿಸಬೇಕು ಎಂದರು. ಕೆ.ಆರ್.ಮಿಲ್ ನಿವಾಸಿಗಳು, ವೀರಶೈವ ಲಿಂಗಾಯತ ಸಮುದಾಯದ ಮುಖಂಡರು ಸುದ್ದಿಗೋಷ್ಠಿಯಲ್ಲಿ ಭಾಗವಹಿಸಿದ್ದರು. — [352, 1344, 611, 1457]
lead-col2: ಪರೀಕ್ಷೆ ನಡೆಸಲಾಗುತ್ತದೆ. ಅಮೆರಿಕಾ, ಚೀನಾ, ಜಪಾನ್ ಸೇರಿದಂತೆ ಅಭಿವೃದ್ಧಿ ಹೊಂದಿದ ಹಲವು ದೇಶಗಳಲ್ಲಿ ನವಜಾತ ಶಿಶುವಿನ ಶ್ರವಣ ಪರೀಕ್ಷೆ ಕಡ್ಡಾಯವಾಗಿದೆ. ಮಗು ಜನಿಸಿದ ನಂತರ ಅದಕ್ಕೆ ಶ್ರವಣದೋಷ ಇದೆಯೇ, ಇಲ್ಲವೇ ಎಂದು ತಿಳಿಯಲು ಕಡ್ಡಾಯವಾಗಿ ಮಗುವಿಗೆ ಶ್ರವಣದೋಷ ಪರೀಕ್ಷೆ ಮಾಡಿಸಲಾಗುತ್ತದೆ. ಆದರೆ ಇಡೀ ಭಾರತ ದೇಶದಲ್ಲಿ ಈ ವ್ಯವಸ್ಥೆ ಇಲ್ಲ. ಈ ನಿಟ್ಟಿನಲ್ಲಿ ಇನ್ನು ಮುಂದೆ ಜನಿಸುವ ಮಕ್ಕಳಲ್ಲಿ ಎದುರಾಗುವ ಶ್ರವಣದೋಷ ನಿವಾರಣೆ ಮಾಡಲು ಕೇಂದ್ರ ಸರ್ಕಾರ ರಾಷ್ಟ್ರೀಯ ವಾಕ್ ಶ್ರವಣ ಸಂಸ್ಥೆ ಮೂಲಕ ಕಾರ್ಯಕ್ರಮ ರೂಪಿಸಿದೆ. — [371, 583, 640, 713]
patil-headline-2: ಹೇಳಿಕೆಗೆ ವೀರಶೈವ ಲಿಂಗಾಯತ ಮುಖಂಡರ ಖಂಡನೆ — [87, 1166, 660, 1206]
section-tab — [204, 84, 567, 122]
monsoon-photo — [1287, 1818, 1490, 2036]
divider-lead-bottom — [87, 717, 1491, 719]
lead-subhead-1: ●ದೋಷ ನಿವಾರಣೆಗೆ ಪೈಲೆಟ್ ಪ್ರಾಜೆಕ್ಟ್‌ಗೆ ಮೈಸೂರು ಆಯ್ಕೆ — [371, 209, 916, 243]
registration-marks-right — [1418, 2324, 1491, 2339]
patil-headline-1: ಸಚಿವ ಎಂ.ಬಿ.ಪಾಟೀಲ್ ಕುರಿತು ಸಂಸದ ಪ್ರತಾಪ್ ಸಿಂಹ — [87, 1116, 699, 1157]
issue-date: ಗುರುವಾರ 22 ಜೂನ್ 2023 — [1274, 90, 1491, 114]
rain-photo-road — [1149, 1228, 1491, 1433]
rain-headline: ಮೈಸೂರಲ್ಲಿ ಧಾರಾಕಾರ ವರ್ಷಧಾರೆ — [889, 1166, 1491, 1222]
unilet-text: ನಂತರ ಮಾಧ್ಯಮಗಳೊಂದಿಗೆ ಮಾತನಾಡಿದ ಅವರು, ಯುನಿಲೆಟ್ ಡಿಜಿಟಲ್ ಶೋ ರೂಂನಲ್ಲಿ ಉತ್ತಮ ತಂತ್ರಜ್ಞಾನವುಳ್ಳ ಮೊಬೈಲ್, ಗೃಹೋಪಯೋಗಿ ಸಾಮಗ್ರಿಗಳು ಹಾಗೂ ಎಲ್ಲ ಗ್ರಾಹಕರಿಗೆ ಒಪ್ಪುವ ರೀತಿ ಸಾಧನಗಳು ದೊರೆಯುತ್ತವೆ. ಈ ಶೋ ರೂಂಗೆ ಗ್ರಾಹಕರು ಆಗಮಿಸಿ, ಖರೀದಿಸುವಂತೆ ಮನವಿ ಮಾಡಿದರು. ಮೈಸೂರಿನಲ್ಲಿ ಯುನಿಲೆಟ್‌ನ ನಾಲ್ಕನೇ ಶಾಖೆ ಇದಾಗಿದೆ. ಉತ್ತಮ ತಂತ್ರಜ್ಞಾನವುಳ್ಳ ವಾಷಿಂಗ್ ಮೆಷಿನ್, ವಿವಿಧ ಕಂಪನಿಗಳ ಫ್ರಿಡ್ಜ್, ವಿವಿಧ ಕಂಪನಿಗಳ ಮೊಬೈಲ್ ಫೋನ್‌ಗಳು, ಲ್ಯಾಪ್‌ಟಾಪ್ ಸೇರಿದಂತೆ ಹಲ ವಾರು ಸಾಮಗ್ರಿಗಳು ದೊರೆಯುತ್ತವೆ. ಉತ್ತಮ ಸಾಲ ಸೌಲಭ್ಯ ಕೂಡ ಇದೆ. ಇದರ ಸದುಪಯೋಗ ಪಡೆದುಕೊಳ್ಳಬೇಕು ಎಂದು ಮನವಿ ಮಾಡಿದರು. ಈ ಸಂದರ್ಭದಲ್ಲಿ ಯುನಿಲೆಟ್ ಡಿಜಿಟಲ್ ಶೋ ರೂಂ ಮಾಲೀಕ ಉಮಾಯೂನ್ ಫಯಾಜ್, ಬ್ಯುಸಿನೆಸ್ ಹೆಡ್ ಮುದಾಲ್, ಅಯಾಜ್, ಅಭಿಷೇಕ್ ಉಪಸ್ಥಿತರಿದ್ದರು. — [652, 788, 880, 1002]
lead-headline: ಭಾರತದಲ್ಲಿ ಪ್ರತಿದಿನ 195 ಶ್ರವಣದೋಷ ಮಕ್ಕಳ ಜನನ — [87, 128, 1241, 201]
